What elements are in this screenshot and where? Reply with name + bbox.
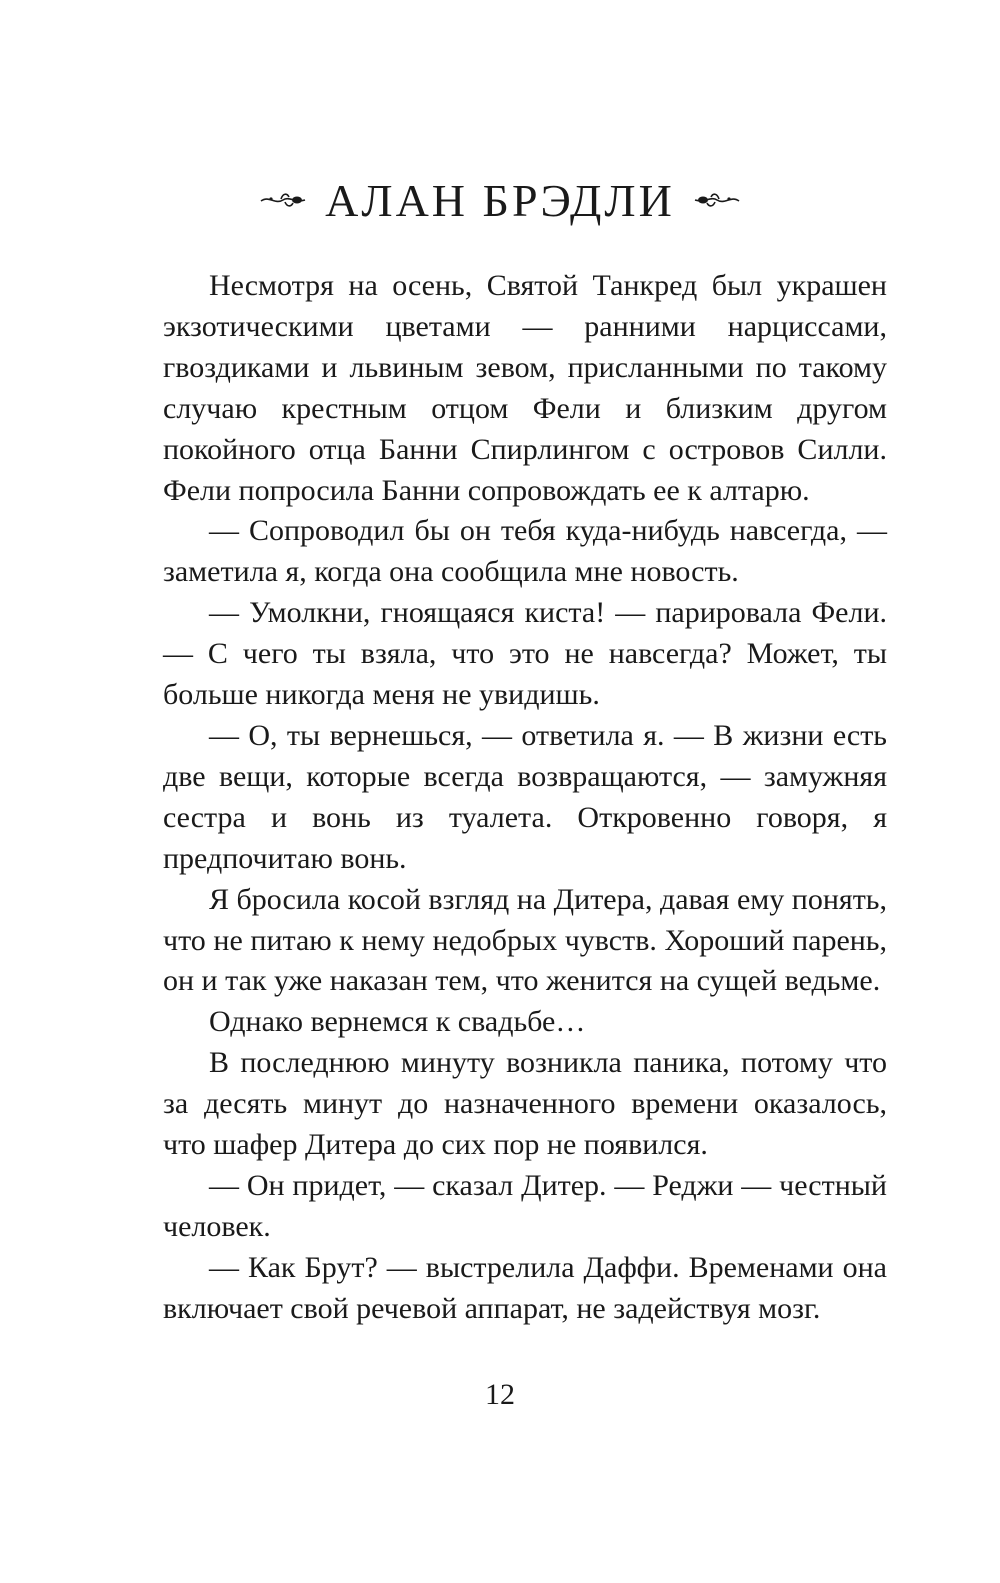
page-number: 12 [485, 1378, 515, 1411]
running-header-title: АЛАН БРЭДЛИ [325, 174, 675, 226]
body-text [163, 266, 887, 1330]
paragraph: В последнюю минуту возникла паника, потому что за десять минут до назначенного времени оказалось, что шафер Дитера до сих пор не появился. [163, 1046, 887, 1162]
paragraph: Несмотря на осень, Святой Танкред был украшен экзотическими цветами — ранними нарциссами, гвоздиками и львиным зевом, присланными по такому случаю крестным отцом Фели и близким другом покойного отца Банни Спирлингом с островов Силли. Фели попросила Банни сопровождать ее к алтарю. [163, 269, 887, 507]
paragraph: — Сопроводил бы он тебя куда-нибудь навсегда, — заметила я, когда она сообщила мне новость. [163, 514, 887, 589]
left-ornament-icon [259, 189, 307, 211]
paragraph: — О, ты вернешься, — ответила я. — В жизни есть две вещи, которые всегда возвращаются, — замужняя сестра и вонь из туалета. Откровенно говоря, я предпочитаю вонь. [163, 718, 887, 875]
right-ornament-icon [693, 189, 741, 211]
paragraph: Однако вернемся к свадьбе… [209, 1005, 586, 1039]
running-header [0, 168, 1000, 232]
paragraph: — Он придет, — сказал Дитер. — Реджи — честный человек. [163, 1168, 887, 1243]
paragraph: — Умолкни, гноящаяся киста! — парировала Фели. — С чего ты взяла, что это не навсегда? Может, ты больше никогда меня не увидишь. [163, 596, 887, 712]
paragraph: Я бросила косой взгляд на Дитера, давая ему понять, что не питаю к нему недобрых чувств. Хороший парень, он и так уже наказан тем, что женится на сущей ведьме. [163, 882, 887, 998]
paragraph: — Как Брут? — выстрелила Даффи. Временами она включает свой речевой аппарат, не задействуя мозг. [163, 1250, 887, 1325]
